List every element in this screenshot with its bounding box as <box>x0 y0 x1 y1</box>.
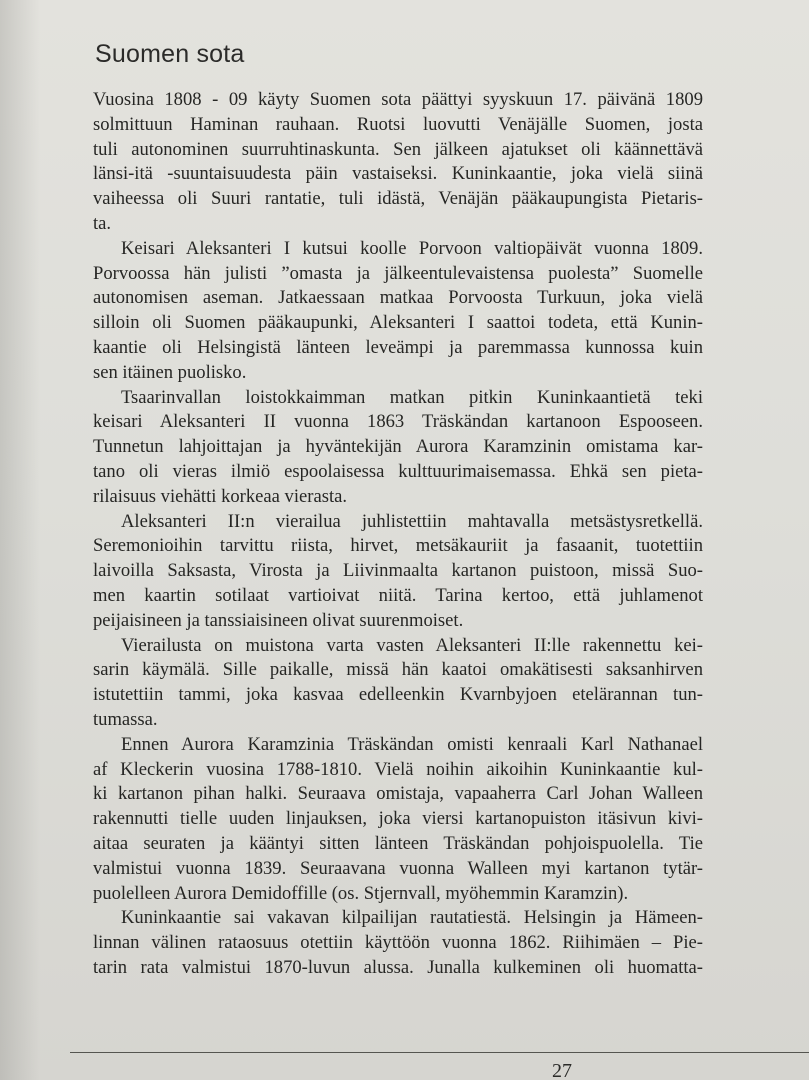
text-line: rilaisuus viehätti korkeaa vierasta. <box>93 485 348 507</box>
text-line: ki kartanon pihan halki. Seuraava omistaja, vapaaherra Carl Johan Walleen <box>93 783 703 805</box>
text-line: aitaa seuraten ja kääntyi sitten länteen Träskändan pohjoispuolella. Tie <box>93 832 703 854</box>
text-line: Vierailusta on muistona varta vasten Aleksanteri II:lle rakennettu kei- <box>121 634 703 656</box>
text-line: peijaisineen ja tanssiaisineen olivat suurenmoiset. <box>93 609 464 631</box>
chapter-heading: Suomen sota <box>95 40 245 68</box>
paragraph <box>93 906 703 980</box>
text-line: silloin oli Suomen pääkaupunki, Aleksanteri I saattoi todeta, että Kunin- <box>93 312 703 334</box>
text-line: tano oli vieras ilmiö espoolaisessa kulttuurimaisemassa. Ehkä sen pieta- <box>93 460 703 482</box>
text-line: puolelleen Aurora Demidoffille (os. Stjernvall, myöhemmin Karamzin). <box>93 882 629 904</box>
text-line: solmittuun Haminan rauhaan. Ruotsi luovutti Venäjälle Suomen, josta <box>93 113 703 135</box>
text-line: tumassa. <box>93 708 158 730</box>
text-line: Ennen Aurora Karamzinia Träskändan omisti kenraali Karl Nathanael <box>121 733 703 755</box>
body-text <box>93 88 703 981</box>
text-line: keisari Aleksanteri II vuonna 1863 Träskändan kartanoon Espooseen. <box>93 411 703 433</box>
text-line: Porvoossa hän julisti ”omasta ja jälkeentulevaistensa puolesta” Suomelle <box>93 262 703 284</box>
text-line: vaiheessa oli Suuri rantatie, tuli idästä, Venäjän pääkaupungista Pietaris- <box>93 188 703 210</box>
text-line: istutettiin tammi, joka kasvaa edelleenkin Kvarnbyjoen etelärannan tun- <box>93 684 703 706</box>
footer-rule <box>70 1052 809 1053</box>
page-gutter-shadow <box>0 0 40 1080</box>
paragraph <box>93 733 703 907</box>
text-line: Keisari Aleksanteri I kutsui koolle Porvoon valtiopäivät vuonna 1809. <box>121 237 703 259</box>
text-line: valmistui vuonna 1839. Seuraavana vuonna Walleen myi kartanon tytär- <box>93 857 703 879</box>
page-number: 27 <box>552 1060 572 1080</box>
text-line: sarin käymälä. Sille paikalle, missä hän kaatoi omakätisesti saksanhirven <box>93 659 703 681</box>
text-line: rakennutti tielle uuden linjauksen, joka viersi kartanopuiston itäsivun kivi- <box>93 808 703 830</box>
text-line: laivoilla Saksasta, Virosta ja Liivinmaalta kartanon puistoon, missä Suo- <box>93 560 703 582</box>
text-line: linnan välinen rataosuus otettiin käyttöön vuonna 1862. Riihimäen – Pie- <box>93 932 703 954</box>
text-line: Aleksanteri II:n vierailua juhlistettiin mahtavalla metsästysretkellä. <box>121 510 703 532</box>
paragraph <box>93 237 703 386</box>
text-line: tarin rata valmistui 1870-luvun alussa. Junalla kulkeminen oli huomatta- <box>93 956 703 978</box>
text-line: Tunnetun lahjoittajan ja hyväntekijän Aurora Karamzinin omistama kar- <box>93 436 703 458</box>
text-line: tuli autonominen suurruhtinaskunta. Sen jälkeen ajatukset oli käännettävä <box>93 138 703 160</box>
text-line: kaantie oli Helsingistä länteen leveämpi ja paremmassa kunnossa kuin <box>93 336 703 358</box>
paragraph <box>93 386 703 510</box>
text-line: Seremonioihin tarvittu riista, hirvet, metsäkauriit ja fasaanit, tuotettiin <box>93 535 703 557</box>
text-line: Vuosina 1808 - 09 käyty Suomen sota päättyi syyskuun 17. päivänä 1809 <box>93 89 703 110</box>
text-line: sen itäinen puolisko. <box>93 361 247 383</box>
text-line: ta. <box>93 212 112 234</box>
paragraph <box>93 88 703 237</box>
text-line: men kaartin sotilaat vartioivat niitä. Tarina kertoo, että juhlamenot <box>93 584 703 606</box>
text-line: Kuninkaantie sai vakavan kilpailijan rautatiestä. Helsingin ja Hämeen- <box>121 907 703 929</box>
paragraph <box>93 510 703 634</box>
text-line: länsi-itä -suuntaisuudesta päin vastaiseksi. Kuninkaantie, joka vielä siinä <box>93 163 703 185</box>
text-line: af Kleckerin vuosina 1788-1810. Vielä noihin aikoihin Kuninkaantie kul- <box>93 758 703 780</box>
text-line: autonomisen aseman. Jatkaessaan matkaa Porvoosta Turkuun, joka vielä <box>93 287 703 309</box>
paragraph <box>93 634 703 733</box>
text-line: Tsaarinvallan loistokkaimman matkan pitkin Kuninkaantietä teki <box>121 386 703 408</box>
